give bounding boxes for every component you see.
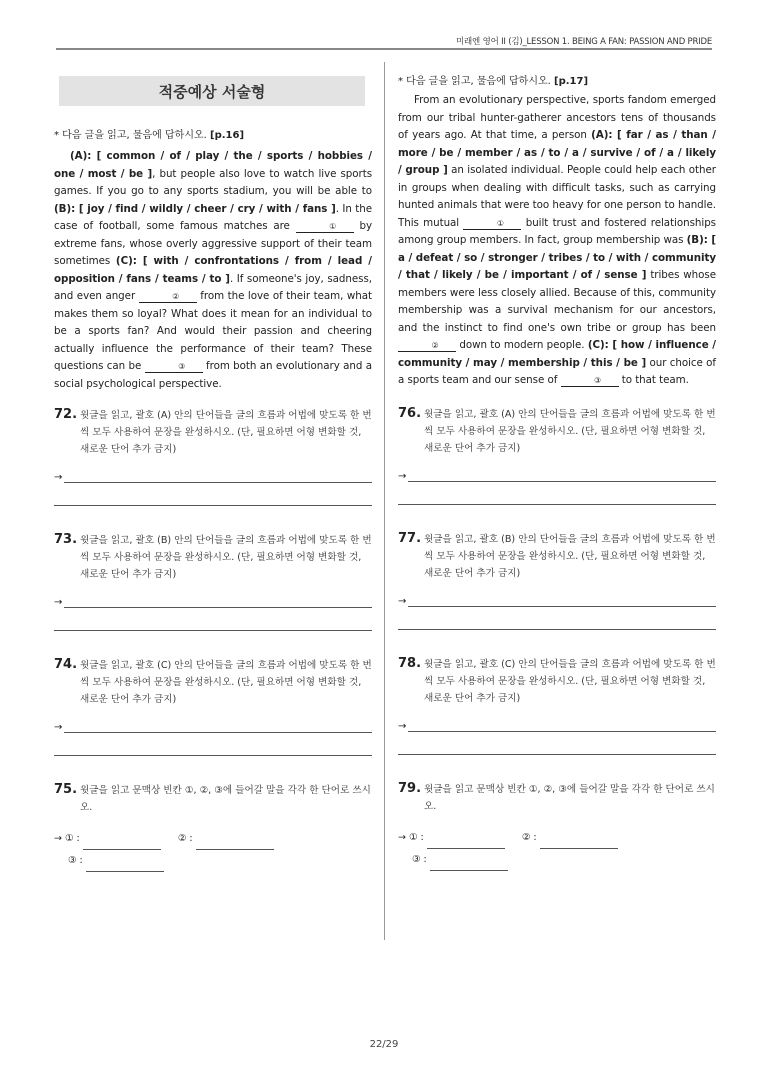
answer-line[interactable]: → (398, 721, 716, 732)
fill-blank-3[interactable] (86, 859, 164, 872)
page-ref: [p.17] (554, 76, 589, 87)
answer-line[interactable]: → (54, 722, 372, 733)
answer-line[interactable]: → (398, 471, 716, 482)
section-title: 적중예상 서술형 (59, 76, 365, 106)
passage-text: down to modern people. (456, 339, 588, 351)
answer-line-2[interactable] (398, 482, 716, 505)
word-bracket: (C): [ with / confrontations / from / lead / opposition / fans / teams / to ] (54, 255, 372, 285)
answer-line[interactable]: → (54, 472, 372, 483)
answer-line-2[interactable] (398, 607, 716, 630)
passage-text: an isolated individual. People could help each other in groups when dealing with difficult tasks, such as carrying hunted animals that were too heavy for one person to handle. This mutual (398, 164, 716, 229)
word-bracket: (C): [ how / influence / community / may / membership / this / be ] (398, 339, 716, 369)
fill-blank-2[interactable] (196, 837, 274, 850)
passage-text: by extreme fans, whose overly aggressive support of their team sometimes (54, 220, 372, 267)
passage-text: , but people also love to watch live sports games. If you go to any sports stadium, you will be able to (54, 167, 373, 197)
word-bracket: (B): [ a / defeat / so / stronger / tribes / to / with / community / that / likely / be / important / of / sense ] (398, 234, 717, 281)
passage-text: from both an evolutionary and a social psychological perspective. (54, 360, 372, 390)
blank-③: ③ (145, 362, 203, 373)
blank-①: ① (463, 219, 521, 230)
answer-line-2[interactable] (398, 732, 716, 755)
question-74: 74. 윗글을 읽고, 괄호 (C) 안의 단어들을 글의 흐름과 어법에 맞도록 한 번씩 모두 사용하여 문장을 완성하시오. (단, 필요하면 어형 변화할 것, 새로운 단어 추가 금지) (54, 657, 372, 705)
fill-blank-1[interactable] (427, 836, 505, 849)
answer-line[interactable]: → (398, 596, 716, 607)
question-79: 79. 윗글을 읽고 문맥상 빈칸 ①, ②, ③에 들어갈 말을 각각 한 단어로 쓰시오. (398, 780, 715, 812)
question-72: 72. 윗글을 읽고, 괄호 (A) 안의 단어들을 글의 흐름과 어법에 맞도록 한 번씩 모두 사용하여 문장을 완성하시오. (단, 필요하면 어형 변화할 것, 새로운 단어 추가 금지) (54, 407, 372, 455)
word-bracket: (A): [ common / of / play / the / sports / hobbies / one / most / be ] (54, 150, 372, 180)
word-bracket: (B): [ joy / find / wildly / cheer / cry / with / fans ] (54, 202, 336, 215)
answer-line-2[interactable] (54, 608, 372, 631)
page-number: 22/29 (369, 1039, 399, 1050)
blank-②: ② (139, 292, 197, 303)
fill-blank-3[interactable] (430, 858, 508, 871)
question-78: 78. 윗글을 읽고, 괄호 (C) 안의 단어들을 글의 흐름과 어법에 맞도록 한 번씩 모두 사용하여 문장을 완성하시오. (단, 필요하면 어형 변화할 것, 새로운 단어 추가 금지) (398, 655, 716, 704)
fill-answers: → ① : ② : ③ : (54, 828, 372, 872)
header-rule (56, 48, 712, 50)
answer-line[interactable]: → (54, 597, 372, 608)
passage-text: from the love of their team, what makes them so loyal? What does it mean for an individual to be a sports fan? And would their passion and cheering actually influence the performance of their team? These questions can be (54, 290, 372, 372)
blank-①: ① (296, 222, 354, 233)
blank-②: ② (398, 341, 456, 352)
page-ref: [p.16] (210, 130, 245, 141)
blank-③: ③ (561, 376, 619, 387)
passage-text: From an evolutionary perspective, sports fandom emerged from our tribal hunter-gatherer ancestors tens of thousands of years ago. At that time, a person (398, 94, 716, 141)
passage (54, 148, 372, 393)
right-column (398, 62, 716, 871)
passage-instruction: * 다음 글을 읽고, 물음에 답하시오. [p.16] (54, 130, 245, 141)
passage-text: to that team. (618, 374, 689, 386)
fill-blank-1[interactable] (83, 837, 161, 850)
answer-line-2[interactable] (54, 733, 372, 756)
passage-text: tribes whose members were less closely allied. Because of this, community membership was a survival mechanism for our ancestors, and the instinct to find one's own tribe or group has been (398, 269, 716, 334)
fill-blank-2[interactable] (540, 836, 618, 849)
page-header: 미래엔 영어 II (김)_LESSON 1. BEING A FAN: PASSION AND PRIDE (456, 37, 712, 47)
passage-instruction: * 다음 글을 읽고, 물음에 답하시오. [p.17] (398, 76, 589, 87)
question-75: 75. 윗글을 읽고 문맥상 빈칸 ①, ②, ③에 들어갈 말을 각각 한 단어로 쓰시오. (54, 782, 371, 813)
question-77: 77. 윗글을 읽고, 괄호 (B) 안의 단어들을 글의 흐름과 어법에 맞도록 한 번씩 모두 사용하여 문장을 완성하시오. (단, 필요하면 어형 변화할 것, 새로운 단어 추가 금지) (398, 530, 716, 579)
answer-line-2[interactable] (54, 483, 372, 506)
column-divider (384, 62, 385, 940)
fill-answers: → ① : ② : ③ : (398, 827, 716, 871)
question-73: 73. 윗글을 읽고, 괄호 (B) 안의 단어들을 글의 흐름과 어법에 맞도록 한 번씩 모두 사용하여 문장을 완성하시오. (단, 필요하면 어형 변화할 것, 새로운 단어 추가 금지) (54, 532, 372, 580)
passage-text: . If someone's joy, sadness, and even anger (54, 272, 372, 302)
word-bracket: (A): [ far / as / than / more / be / member / as / to / a / survive / of / a / likely / group ] (398, 129, 716, 176)
passage-text: built trust and fostered relationships among group members. In fact, group membership was (398, 216, 716, 246)
left-column (54, 62, 372, 872)
passage-text: our choice of a sports team and our sense of (398, 356, 717, 386)
passage (398, 92, 716, 390)
question-76: 76. 윗글을 읽고, 괄호 (A) 안의 단어들을 글의 흐름과 어법에 맞도록 한 번씩 모두 사용하여 문장을 완성하시오. (단, 필요하면 어형 변화할 것, 새로운 단어 추가 금지) (398, 405, 716, 454)
passage-text: . In the case of football, some famous matches are (54, 202, 373, 232)
